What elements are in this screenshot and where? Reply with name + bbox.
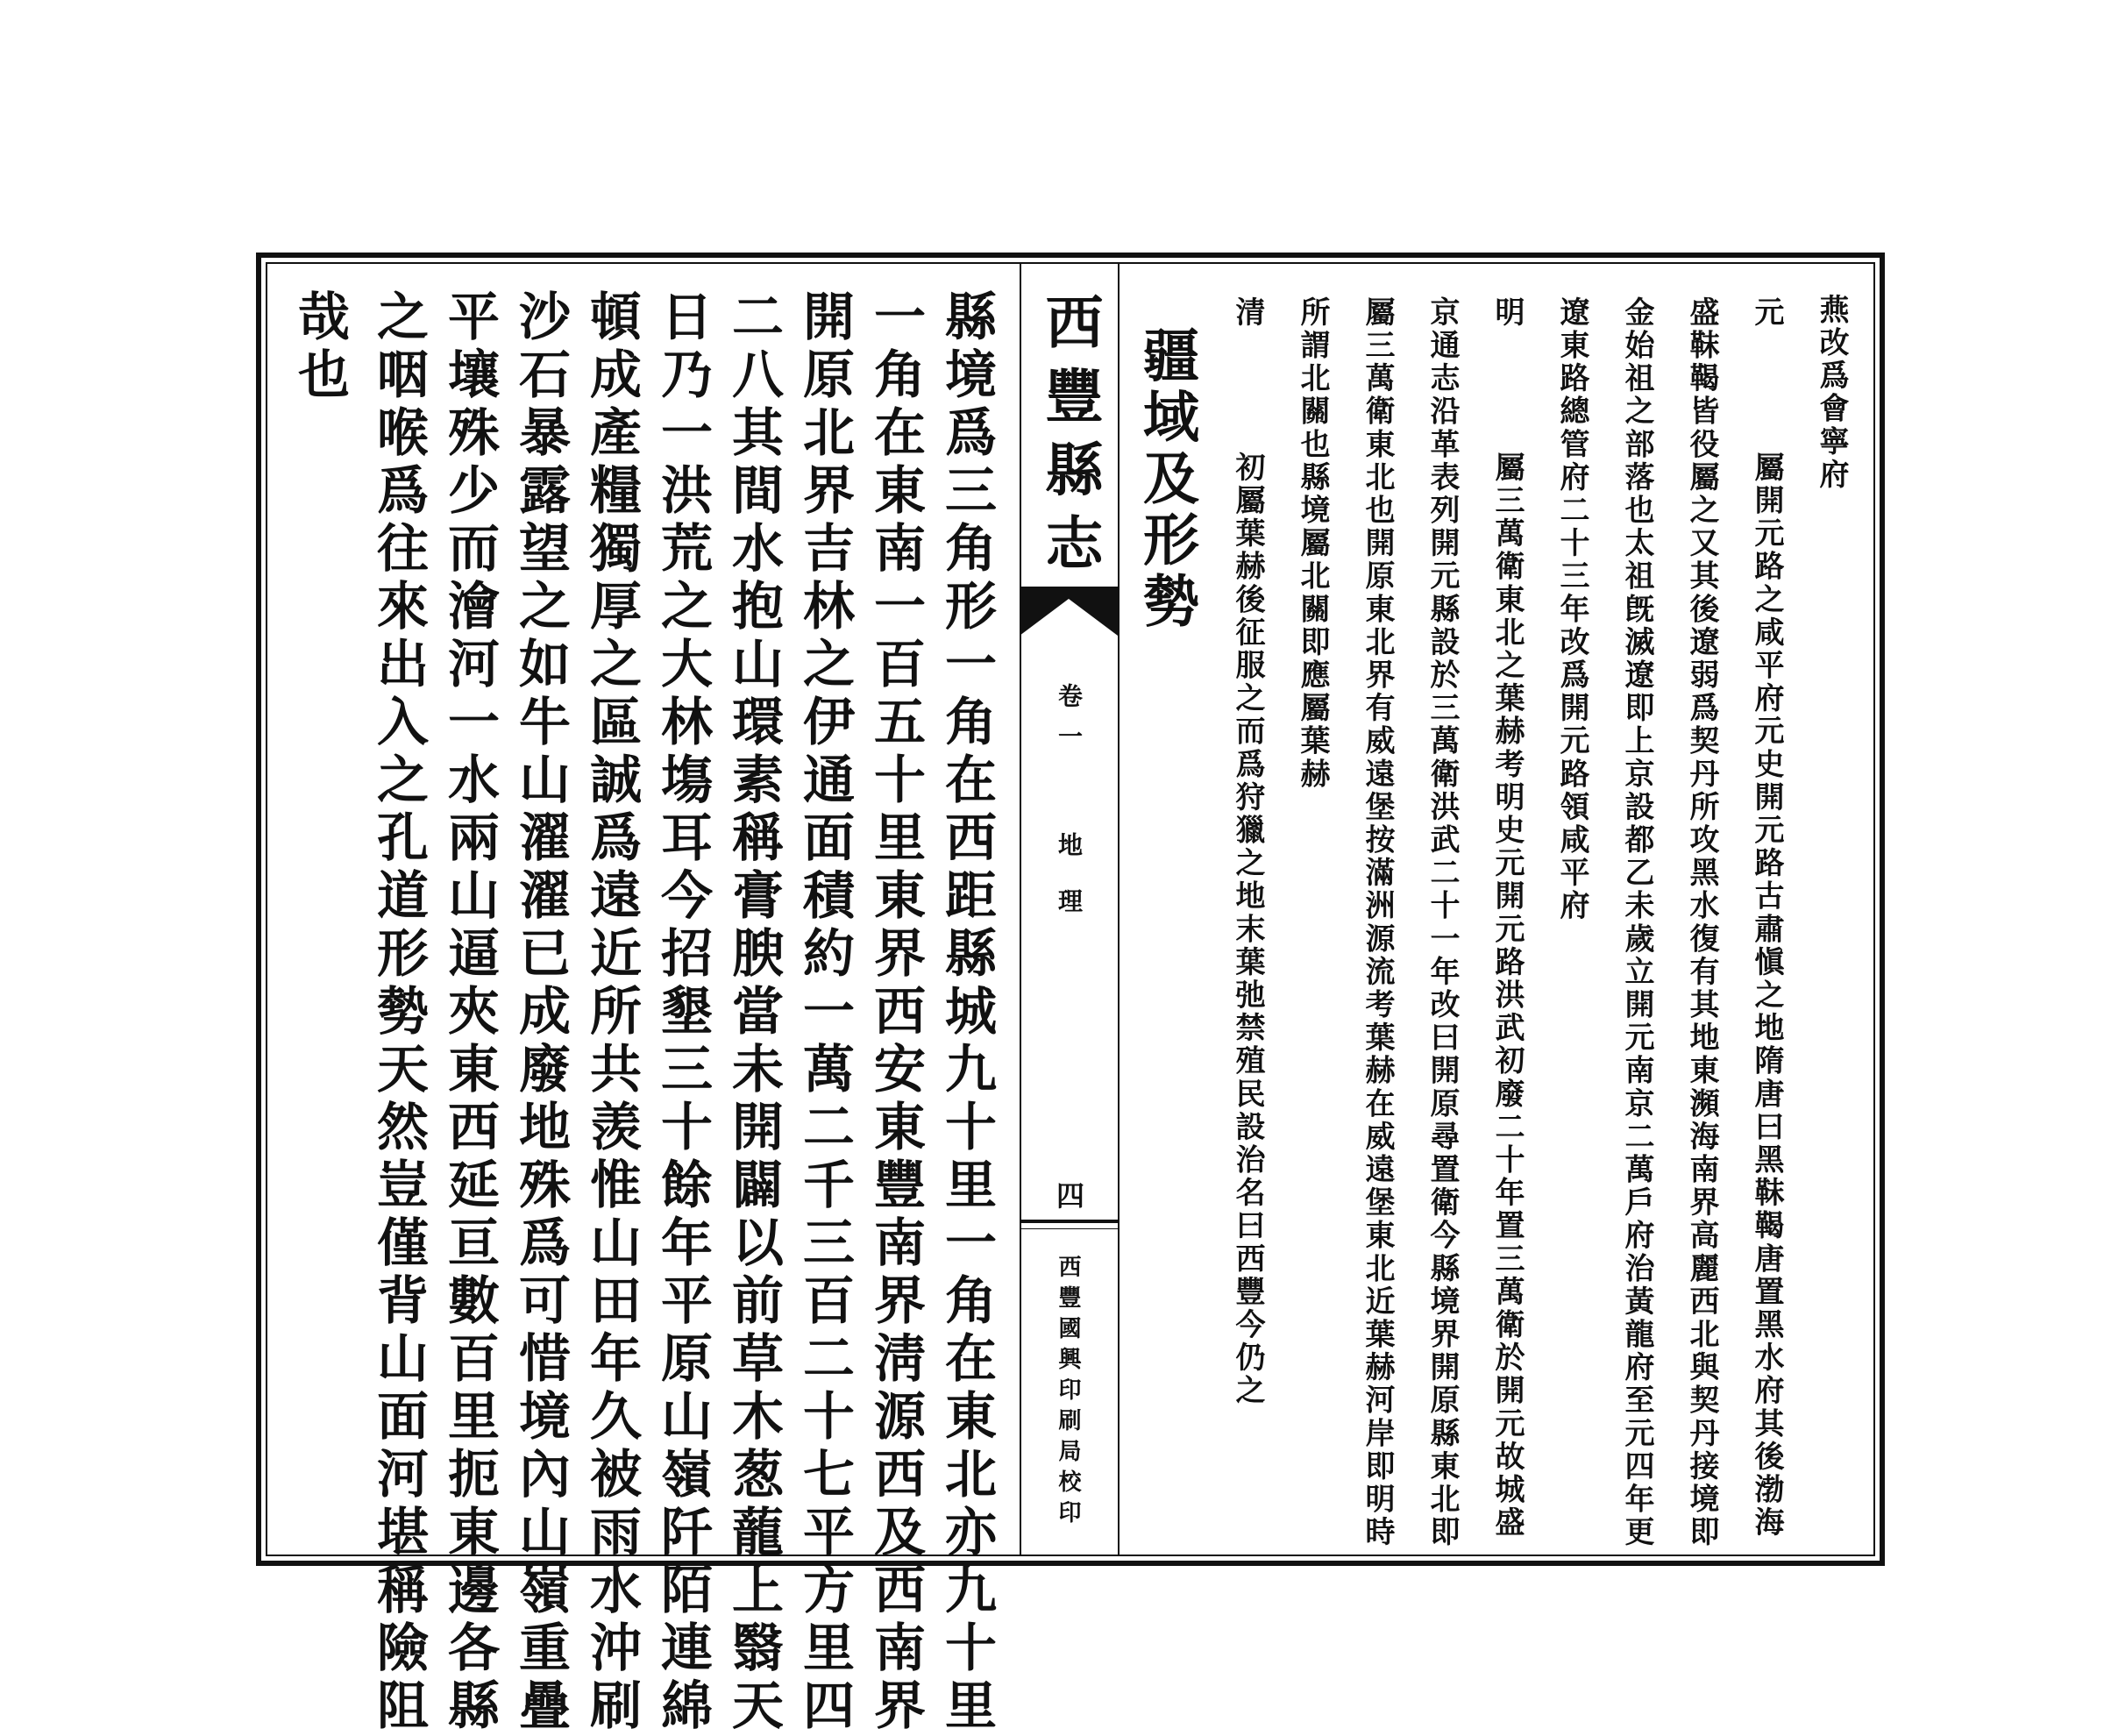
text-column: 日乃一洪荒之大林塲耳今招墾三十餘年平原山嶺阡陌連綿 bbox=[652, 289, 713, 1736]
text-column: 所謂北關也縣境屬北關即應屬葉赫 bbox=[1295, 296, 1330, 791]
text-column: 遼東路總管府二十三年改爲開元路領咸平府 bbox=[1554, 296, 1589, 923]
dynasty-label: 元 bbox=[1749, 296, 1784, 330]
text-column: 二八其間水抱山環素稱膏腴當未開闢以前草木葱蘢上翳天 bbox=[723, 289, 784, 1736]
text-column: 開原北界吉林之伊通面積約一萬二千三百二十七平方里四 bbox=[794, 289, 855, 1736]
center-rule-thick bbox=[1020, 1220, 1118, 1223]
text-column: 縣境爲三角形一角在西距縣城九十里一角在東北亦九十里 bbox=[936, 289, 997, 1736]
book-title: 西豐縣志 bbox=[1035, 292, 1104, 587]
text-column: 頓成產糧獨厚之區誠爲遠近所共羡惟山田年久被雨水沖刷 bbox=[581, 289, 642, 1736]
center-column bbox=[1020, 264, 1118, 1555]
text-column: 沙石暴露望之如牛山濯濯已成廢地殊爲可惜境內山嶺重疊 bbox=[510, 289, 571, 1736]
center-right-rule bbox=[1118, 264, 1120, 1555]
text-column: 屬三萬衛東北之葉赫考明史元開元路洪武初廢二十年置三萬衛於開元故城盛 bbox=[1489, 452, 1525, 1540]
text-column: 盛靺鞨皆役屬之又其後遼弱爲契丹所攻黑水復有其地東瀕海南界高麗西北與契丹接境即 bbox=[1684, 296, 1719, 1549]
text-column: 一角在東南一百五十里東界西安東豐南界淸源西及西南界 bbox=[865, 289, 926, 1736]
section-heading: 疆域及形勢 bbox=[1134, 326, 1199, 633]
text-column: 屬三萬衛東北也開原東北界有威遠堡按滿洲源流考葉赫在威遠堡東北近葉赫河岸即明時 bbox=[1360, 296, 1395, 1549]
text-column: 平壤殊少而澮河一水兩山逼夾東西延亘數百里扼東邊各縣 bbox=[439, 289, 500, 1736]
dynasty-label: 清 bbox=[1230, 296, 1265, 330]
volume-label: 卷一 bbox=[1055, 683, 1084, 764]
text-column: 之咽喉爲往來出入之孔道形勢天然豈僅背山面河堪稱險阻 bbox=[368, 289, 429, 1736]
text-column: 金始祖之部落也太祖旣滅遼即上京設都乙未歲立開元南京二萬戶府治黃龍府至元四年更 bbox=[1619, 296, 1654, 1549]
center-rule-thin bbox=[1020, 1228, 1118, 1229]
text-column: 屬開元路之咸平府元史開元路古肅愼之地隋唐曰黑靺鞨唐置黑水府其後渤海 bbox=[1749, 452, 1784, 1540]
fish-tail-mark-icon bbox=[1020, 587, 1118, 636]
page-number: 四 bbox=[1052, 1181, 1085, 1209]
text-column: 初屬葉赫後征服之而爲狩獵之地末葉弛禁殖民設治名曰西豐今仍之 bbox=[1230, 452, 1265, 1408]
text-column: 哉也 bbox=[289, 289, 350, 405]
printer-imprint: 西豐國興印刷局校印 bbox=[1055, 1255, 1081, 1531]
text-column: 京通志沿革表列開元縣設於三萬衛洪武二十一年改曰開原尋置衛今縣境界開原縣東北即 bbox=[1425, 296, 1460, 1549]
text-column: 燕改爲會寧府 bbox=[1814, 294, 1849, 492]
dynasty-label: 明 bbox=[1489, 296, 1525, 330]
section-label: 地理 bbox=[1055, 832, 1084, 944]
